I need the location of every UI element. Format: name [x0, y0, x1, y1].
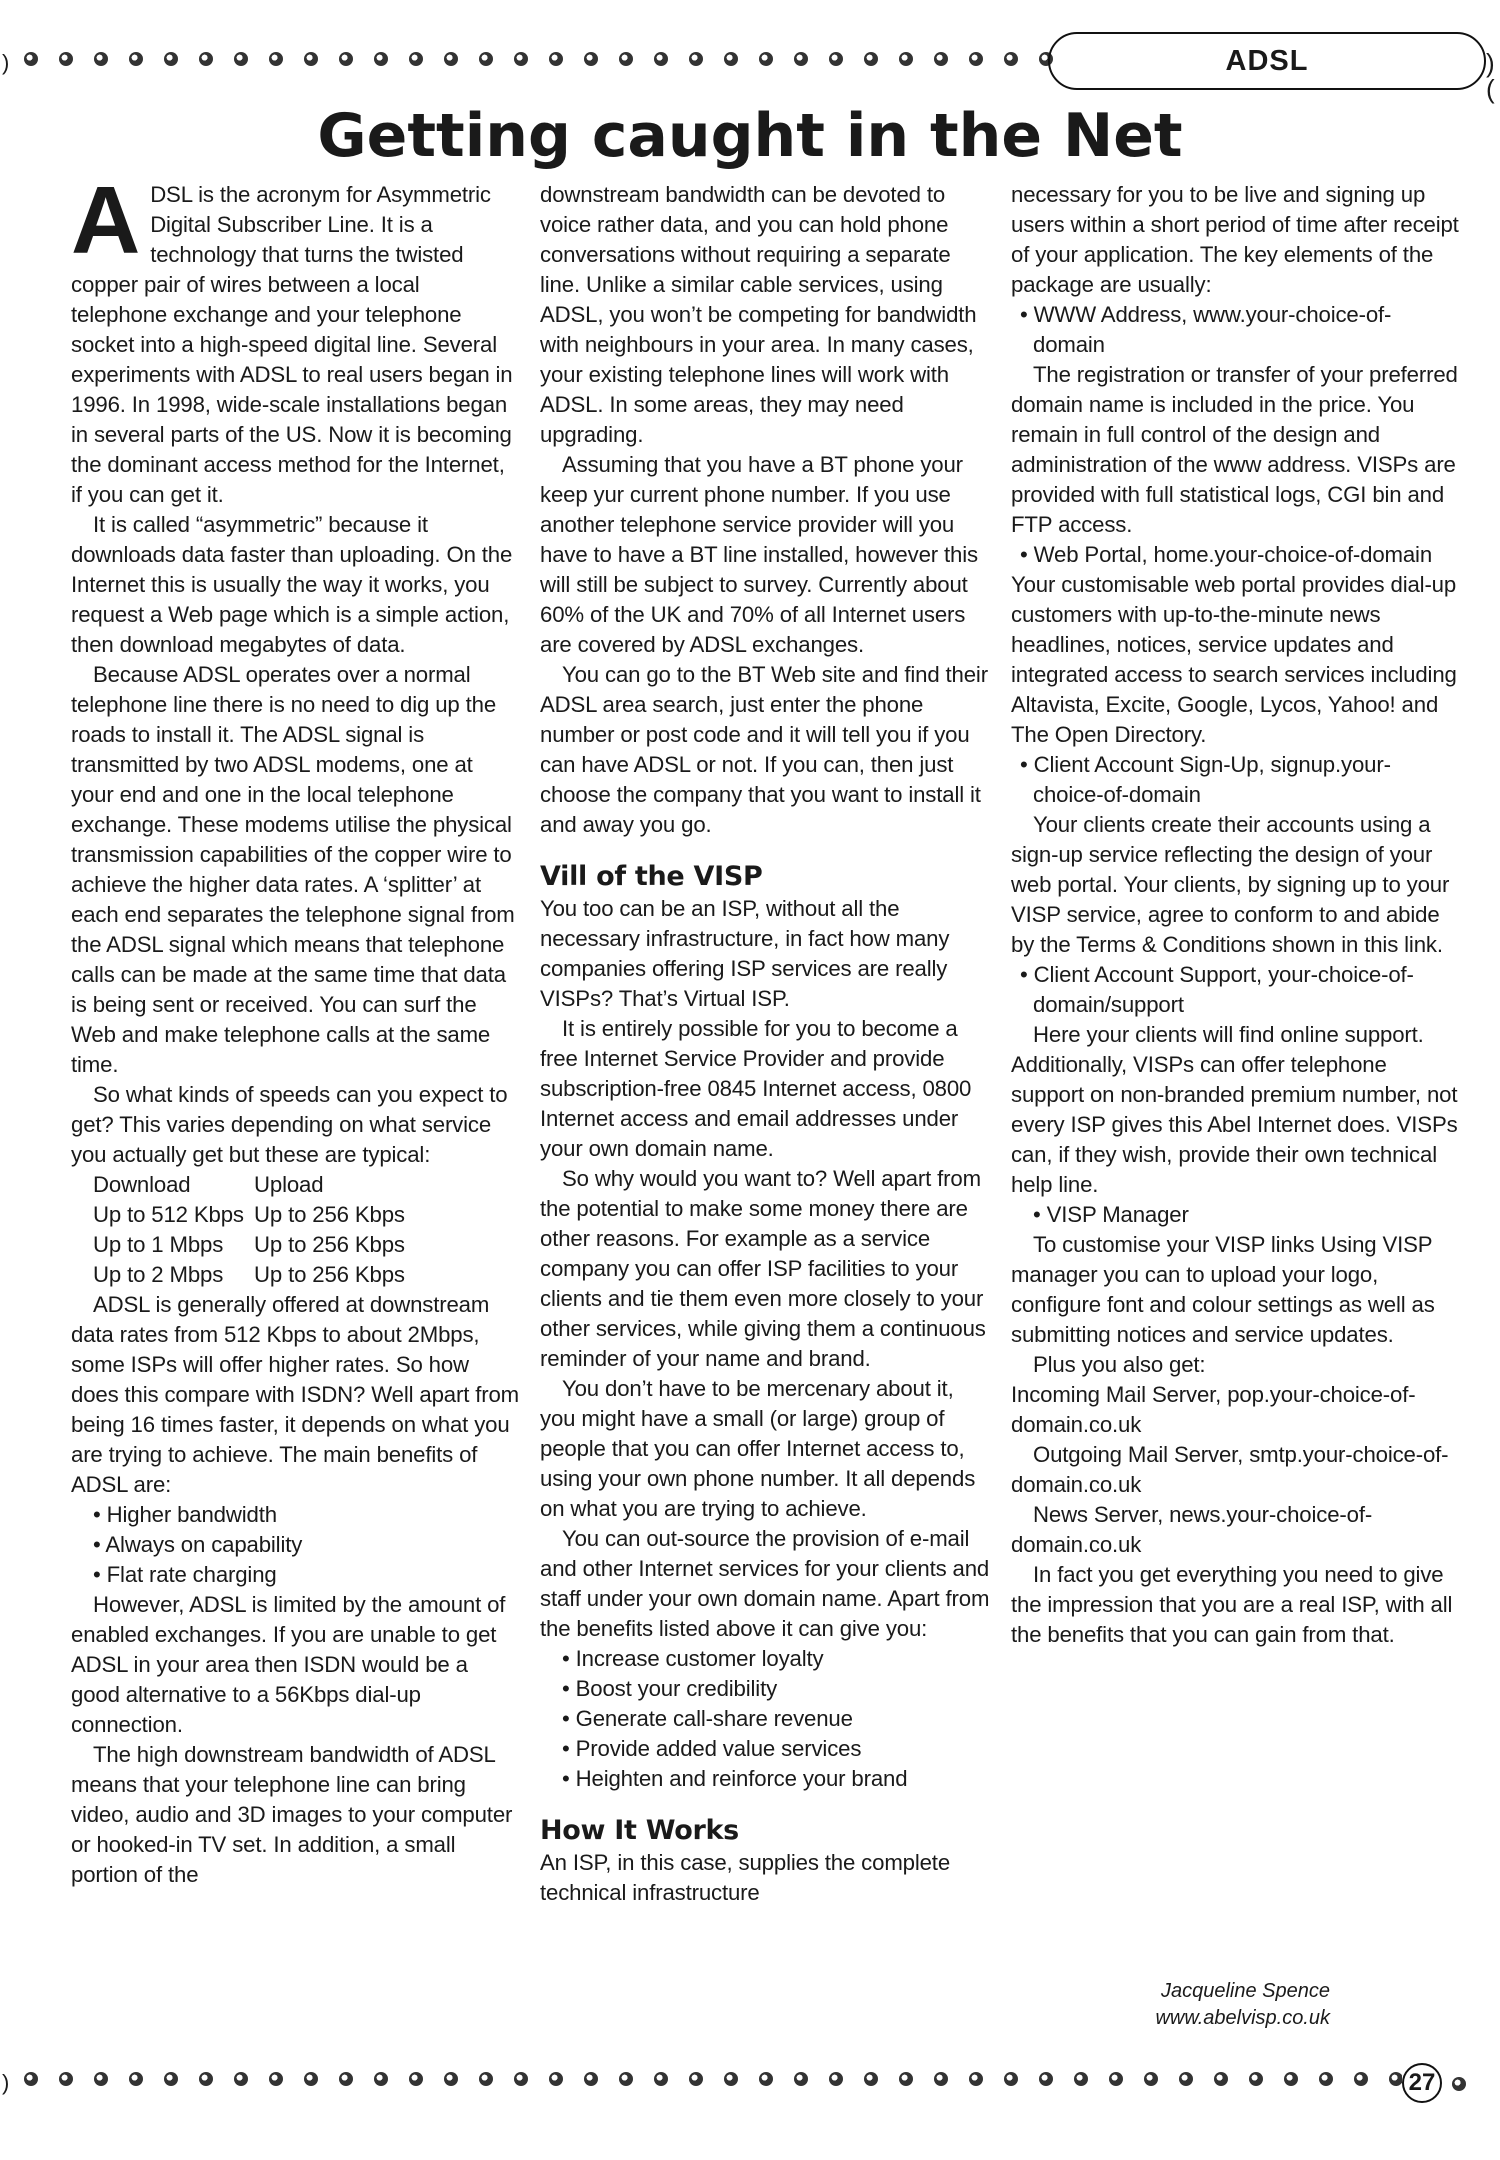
paragraph: An ISP, in this case, supplies the complete technical infrastructure — [540, 1850, 951, 1905]
list-item: • Client Account Support, your-choice-of-domain/support — [1020, 962, 1414, 1017]
article-column-3 — [1011, 180, 1461, 1650]
speed-table-header: Download Upload — [93, 1172, 324, 1197]
paragraph: Incoming Mail Server, pop.your-choice-of-domain.co.uk — [1011, 1382, 1416, 1437]
paragraph: Your customisable web portal provides dial-up customers with up-to-the-minute news headlines, notices, service updates and integrated access to search services including Altavista, Excite, Google, Lycos, Yahoo! and The Open Directory. — [1011, 572, 1457, 747]
paragraph: necessary for you to be live and signing up users within a short period of time after receipt of your application. The key elements of the package are usually: — [1011, 182, 1459, 297]
author-signature — [1030, 1978, 1330, 2032]
paragraph: You too can be an ISP, without all the necessary infrastructure, in fact how many companies offering ISP services are really VISPs? That’s Virtual ISP. — [540, 896, 950, 1011]
paragraph: downstream bandwidth can be devoted to voice rather data, and you can hold phone conversations without requiring a separate line. Unlike a similar cable services, using ADSL, you won’t be competing for bandwidth with neighbours in your area. In many cases, your existing telephone lines will work with ADSL. In some areas, they may need upgrading. — [540, 182, 977, 447]
list-item: • Generate call-share revenue — [562, 1706, 853, 1731]
list-item: • Provide added value services — [562, 1736, 862, 1761]
page-number: 27 — [1402, 2063, 1442, 2103]
footer-edge-mark: ) — [2, 2070, 10, 2095]
paragraph: Plus you also get: — [1033, 1352, 1206, 1377]
paragraph: Your clients create their accounts using a sign-up service reflecting the design of your web portal. Your clients, by signing up to your VISP service, agree to conform to and abide by the Terms & Conditions shown in this link. — [1011, 812, 1450, 957]
paragraph: You can go to the BT Web site and find their ADSL area search, just enter the phone number or post code and it will tell you if you can have ADSL or not. If you can, then just choose the company that you want to install it and away you go. — [540, 662, 988, 837]
list-item: • Heighten and reinforce your brand — [562, 1766, 908, 1791]
paragraph: However, ADSL is limited by the amount of enabled exchanges. If you are unable to get ADSL in your area then ISDN would be a good alternative to a 56Kbps dial-up connection. — [71, 1592, 506, 1737]
list-item: • Flat rate charging — [93, 1562, 277, 1587]
subheading-visp: Vill of the VISP — [540, 861, 763, 892]
speed-table — [93, 1170, 405, 1290]
list-item: • Increase customer loyalty — [562, 1646, 824, 1671]
paragraph: The registration or transfer of your preferred domain name is included in the price. You remain in full control of the design and administration of the www address. VISPs are provided with full statistical logs, CGI bin and FTP access. — [1011, 362, 1458, 537]
speed-table-row: Up to 2 Mbps Up to 256 Kbps — [93, 1262, 405, 1287]
paragraph: Assuming that you have a BT phone your keep yur current phone number. If you use another telephone service provider will you have to have a BT line installed, however this will still be subject to survey. Currently about 60% of the UK and 70% of all Internet users are covered by ADSL exchanges. — [540, 452, 978, 657]
header-dot-row — [0, 50, 1055, 76]
subheading-how-it-works: How It Works — [540, 1815, 739, 1846]
article-column-2 — [540, 180, 990, 1908]
paragraph: It is entirely possible for you to become a free Internet Service Provider and provide subscription-free 0845 Internet access, 0800 Internet access and email addresses under your own domain name. — [540, 1016, 972, 1161]
list-item: • Boost your credibility — [562, 1676, 778, 1701]
drop-cap: A — [71, 167, 141, 274]
list-item: • Higher bandwidth — [93, 1502, 277, 1527]
speed-table-row: Up to 1 Mbps Up to 256 Kbps — [93, 1232, 405, 1257]
paragraph: It is called “asymmetric” because it downloads data faster than uploading. On the Internet this is usually the way it works, you request a Web page which is a simple action, then download megabytes of data. — [71, 512, 513, 657]
article-column-1 — [71, 167, 521, 1890]
list-item: • Client Account Sign-Up, signup.your-choice-of-domain — [1020, 752, 1391, 807]
paragraph: So why would you want to? Well apart from the potential to make some money there are other reasons. For example as a service company you can offer ISP facilities to your clients and tie them even more closely to your other services, while giving them a continuous reminder of your name and brand. — [540, 1166, 986, 1371]
section-tab: ADSL — [1048, 32, 1486, 90]
paragraph: You can out-source the provision of e-mail and other Internet services for your clients and staff under your own domain name. Apart from the benefits listed above it can give you: — [540, 1526, 990, 1641]
paragraph: Outgoing Mail Server, smtp.your-choice-of-domain.co.uk — [1011, 1442, 1449, 1497]
page-title: Getting caught in the Net — [317, 101, 1183, 171]
paragraph: ADSL is generally offered at downstream data rates from 512 Kbps to about 2Mbps, some ISPs will offer higher rates. So how does this compare with ISDN? Well apart from being 16 times faster, it depends on what you are trying to achieve. The main benefits of ADSL are: — [71, 1292, 520, 1497]
speed-table-row: Up to 512 Kbps Up to 256 Kbps — [93, 1202, 405, 1227]
intro-paragraph: ADSL is the acronym for Asymmetric Digital Subscriber Line. It is a technology that turns the twisted copper pair of wires between a local telephone exchange and your telephone socket into a high-speed digital line. Several experiments with ADSL to real users began in 1996. In 1998, wide-scale installations began in several parts of the US. Now it is becoming the dominant access method for the Internet, if you can get it. — [71, 167, 513, 507]
paragraph: So what kinds of speeds can you expect to get? This varies depending on what service you actually get but these are typical: — [71, 1082, 508, 1167]
list-item: • Web Portal, home.your-choice-of-domain — [1020, 542, 1433, 567]
paragraph: The high downstream bandwidth of ADSL means that your telephone line can bring video, audio and 3D images to your computer or hooked-in TV set. In addition, a small portion of the — [71, 1742, 513, 1887]
paragraph: You don’t have to be mercenary about it, you might have a small (or large) group of people that you can offer Internet access to, using your own phone number. It all depends on what you are trying to achieve. — [540, 1376, 976, 1521]
paragraph: Here your clients will find online support. Additionally, VISPs can offer telephone support on non-branded premium number, not every ISP gives this Abel Internet does. VISPs can, if they wish, provide their own technical help line. — [1011, 1022, 1458, 1197]
footer-tail-dot — [1452, 2077, 1466, 2091]
paragraph: News Server, news.your-choice-of-domain.co.uk — [1011, 1502, 1373, 1557]
paragraph: To customise your VISP links Using VISP manager you can to upload your logo, configure font and colour settings as well as submitting notices and service updates. — [1011, 1232, 1435, 1347]
author-url[interactable]: www.abelvisp.co.uk — [1155, 2007, 1330, 2029]
list-item: • WWW Address, www.your-choice-of-domain — [1020, 302, 1392, 357]
list-item: • Always on capability — [93, 1532, 303, 1557]
paragraph: In fact you get everything you need to give the impression that you are a real ISP, with all the benefits that you can gain from that. — [1011, 1562, 1453, 1647]
tab-edge-mark: )( — [1486, 48, 1495, 104]
footer-dot-row — [0, 2070, 1402, 2096]
header-edge-mark: ) — [2, 50, 10, 75]
author-name: Jacqueline Spence — [1160, 1980, 1330, 2002]
paragraph: Because ADSL operates over a normal telephone line there is no need to dig up the roads to install it. The ADSL signal is transmitted by two ADSL modems, one at your end and one in the local telephone exchange. These modems utilise the physical transmission capabilities of the copper wire to achieve the higher data rates. A ‘splitter’ at each end separates the telephone signal from the ADSL signal which means that telephone calls can be made at the same time that data is being sent or received. You can surf the Web and make telephone calls at the same time. — [71, 662, 515, 1077]
list-item: • VISP Manager — [1033, 1202, 1189, 1227]
